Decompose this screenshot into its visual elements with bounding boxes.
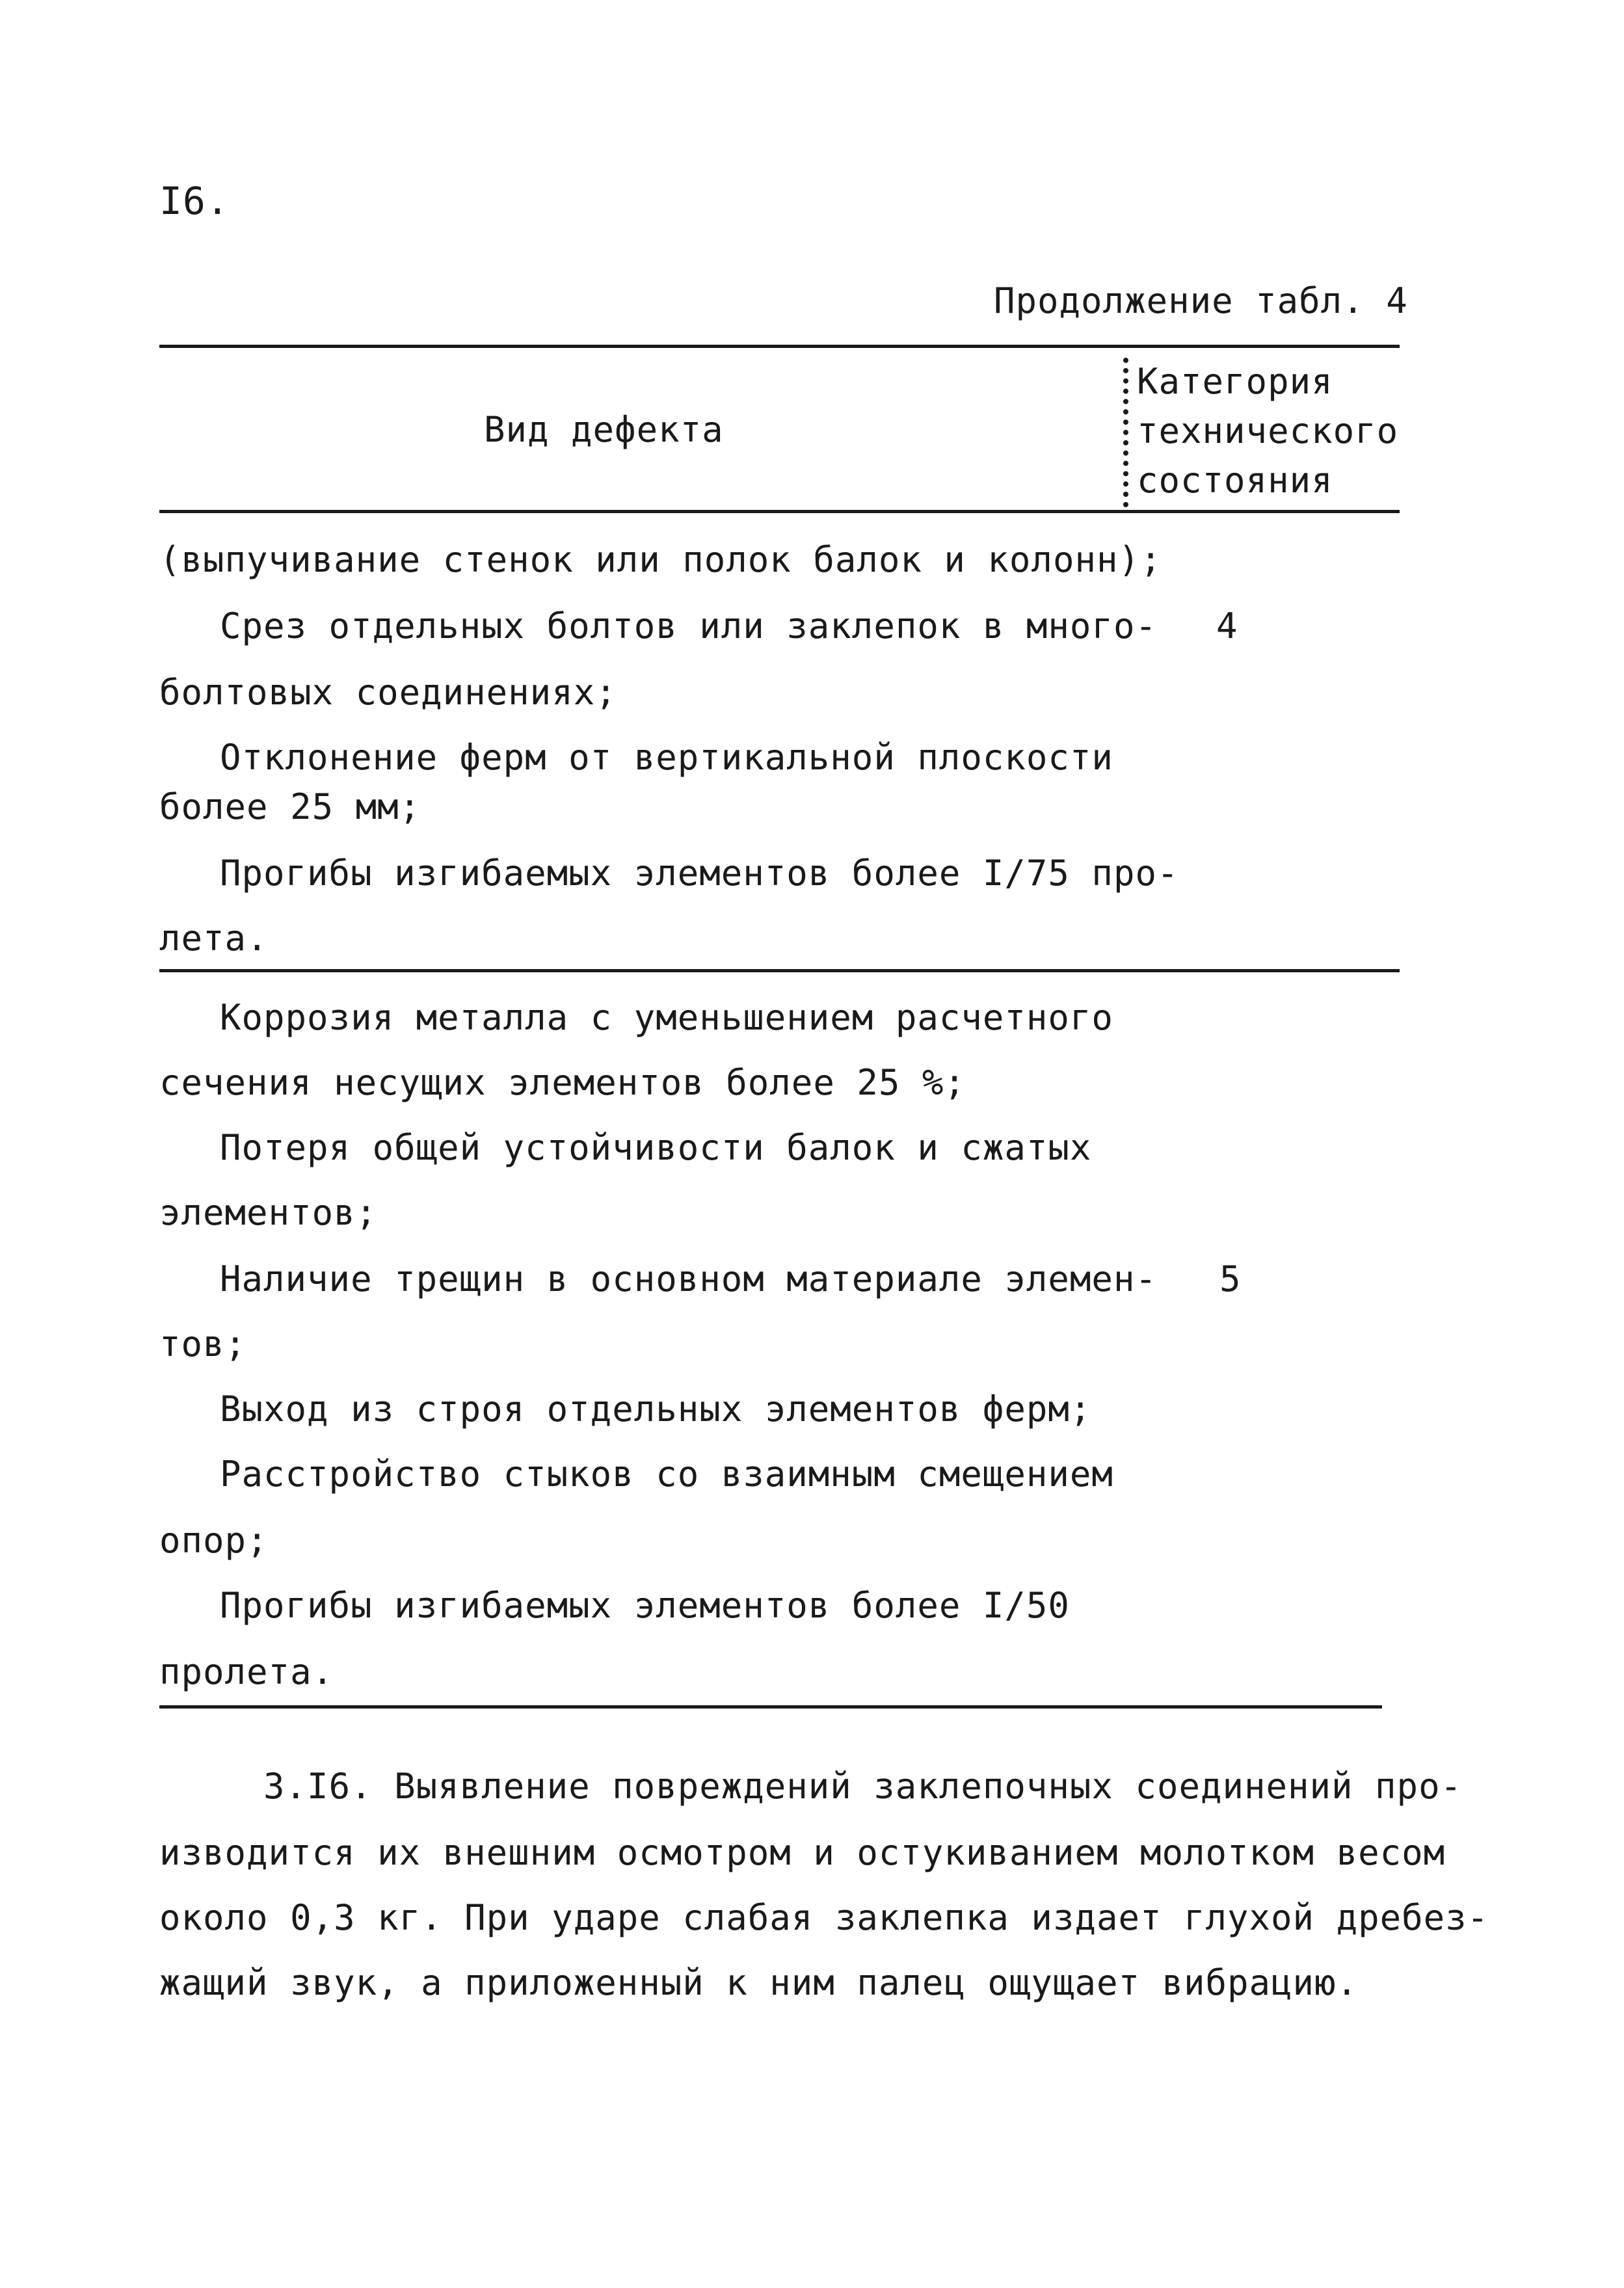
section-b-line-2: сечения несущих элементов более 25 %; xyxy=(159,1062,966,1103)
section-b-line-11: пролета. xyxy=(159,1651,334,1692)
section-a-line-5: более 25 мм; xyxy=(159,786,421,827)
header-category-line-2: технического xyxy=(1137,410,1399,451)
section-b-line-3: Потеря общей устойчивости балок и сжатых xyxy=(220,1127,1092,1168)
section-b-line-7: Выход из строя отдельных элементов ферм; xyxy=(220,1389,1092,1430)
table-continuation-label: Продолжение табл. 4 xyxy=(994,280,1408,321)
header-column-divider xyxy=(1123,358,1134,507)
section-a-line-3: болтовых соединениях; xyxy=(159,672,617,713)
paragraph-line-3: около 0,3 кг. При ударе слабая заклепка издает глухой дребез- xyxy=(159,1897,1489,1938)
section-a-line-2: Срез отдельных болтов или заклепок в много- xyxy=(220,605,1157,646)
header-category-line-3: состояния xyxy=(1137,460,1333,501)
header-defect-type: Вид дефекта xyxy=(484,409,724,450)
table-top-rule xyxy=(159,345,1400,348)
header-category-line-1: Категория xyxy=(1137,361,1333,402)
paragraph-line-2: изводится их внешним осмотром и остукиванием молотком весом xyxy=(159,1832,1446,1873)
section-a-line-4: Отклонение ферм от вертикальной плоскости xyxy=(220,737,1113,778)
section-a-category: 4 xyxy=(1216,605,1238,646)
header-bottom-rule xyxy=(159,510,1400,513)
paragraph-line-1: 3.I6. Выявление повреждений заклепочных соединений про- xyxy=(263,1766,1463,1807)
section-b-line-8: Расстройство стыков со взаимным смещением xyxy=(220,1454,1113,1495)
section-b-line-1: Коррозия металла с уменьшением расчетного xyxy=(220,997,1113,1038)
section-a-line-1: (выпучивание стенок или полок балок и колонн); xyxy=(159,539,1162,580)
section-a-line-7: лета. xyxy=(159,918,269,959)
section-b-line-5: Наличие трещин в основном материале элемен- xyxy=(220,1258,1157,1299)
section-b-line-10: Прогибы изгибаемых элементов более I/50 xyxy=(220,1585,1070,1626)
section-b-line-4: элементов; xyxy=(159,1192,378,1233)
page-number: I6. xyxy=(159,179,230,223)
section-divider-rule xyxy=(159,969,1400,972)
paragraph-line-4: жащий звук, а приложенный к ним палец ощущает вибрацию. xyxy=(159,1962,1359,2003)
section-a-line-6: Прогибы изгибаемых элементов более I/75 про- xyxy=(220,853,1179,894)
section-b-line-9: опор; xyxy=(159,1520,269,1561)
section-b-category: 5 xyxy=(1219,1258,1242,1299)
table-bottom-rule xyxy=(159,1705,1382,1709)
section-b-line-6: тов; xyxy=(159,1324,247,1364)
